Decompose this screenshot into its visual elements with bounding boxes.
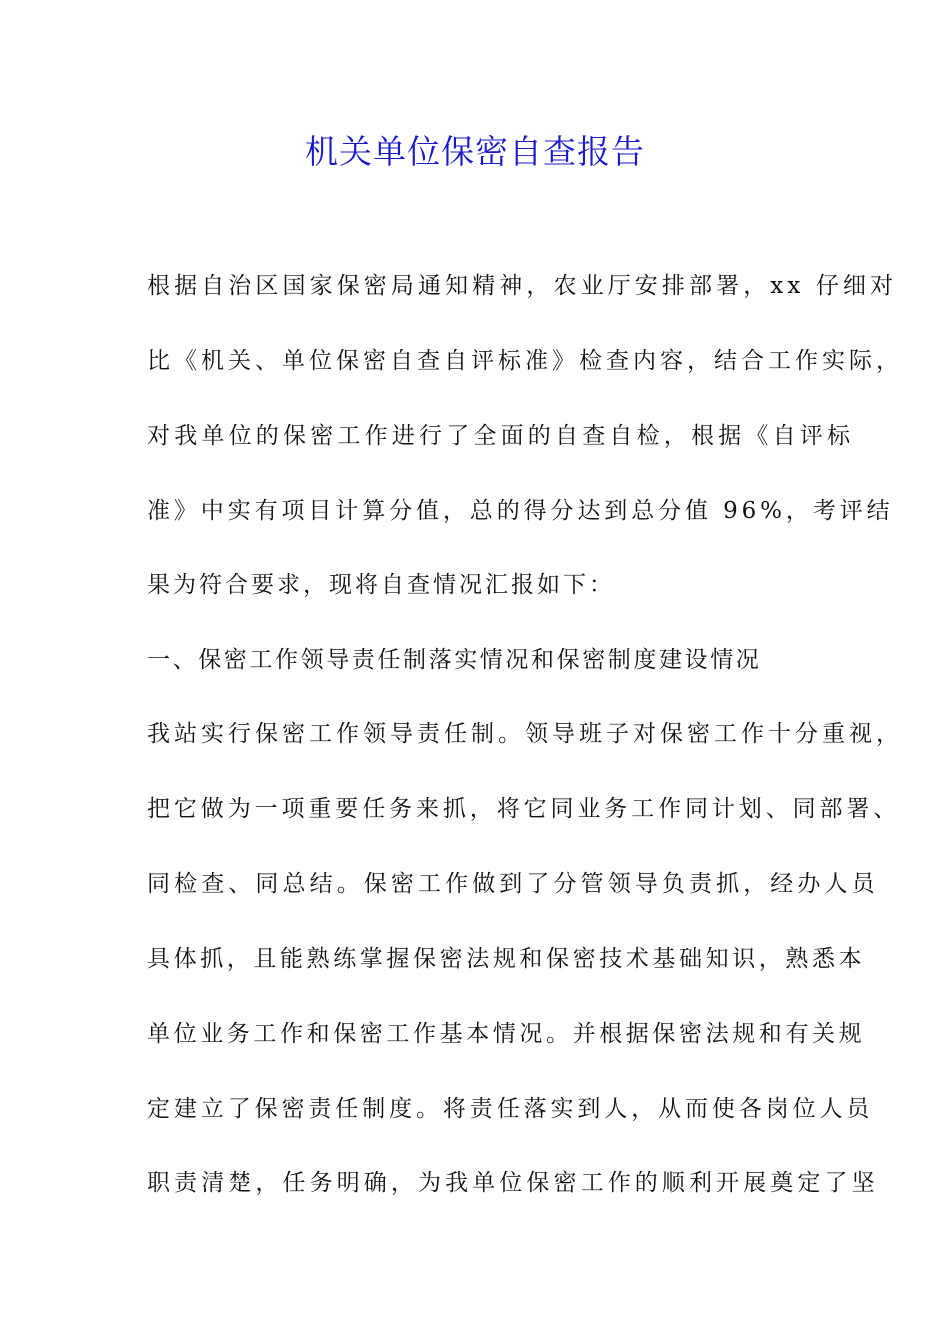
paragraph-line: 对我单位的保密工作进行了全面的自查自检，根据《自评标: [147, 423, 855, 449]
paragraph-line: 单位业务工作和保密工作基本情况。并根据保密法规和有关规: [147, 1021, 866, 1047]
paragraph-line: 比《机关、单位保密自查自评标准》检查内容，结合工作实际，: [147, 348, 903, 374]
paragraph-line: 根据自治区国家保密局通知精神，农业厅安排部署，xx 仔细对: [147, 273, 898, 299]
paragraph-line: 准》中实有项目计算分值，总的得分达到总分值 96%，考评结: [147, 498, 894, 524]
paragraph-line: 职责清楚，任务明确，为我单位保密工作的顺利开展奠定了坚: [147, 1170, 879, 1196]
paragraph-line: 把它做为一项重要任务来抓，将它同业务工作同计划、同部署、: [147, 796, 901, 822]
paragraph-line: 同检查、同总结。保密工作做到了分管领导负责抓，经办人员: [147, 871, 879, 897]
document-title: 机关单位保密自查报告: [305, 132, 645, 171]
paragraph-line: 果为符合要求，现将自查情况汇报如下：: [147, 572, 615, 598]
paragraph-line: 具体抓，且能熟练掌握保密法规和保密技术基础知识，熟悉本: [147, 946, 866, 972]
paragraph-line: 我站实行保密工作领导责任制。领导班子对保密工作十分重视，: [147, 721, 903, 747]
paragraph-line: 定建立了保密责任制度。将责任落实到人，从而使各岗位人员: [147, 1096, 874, 1122]
section-heading: 一、保密工作领导责任制落实情况和保密制度建设情况: [147, 647, 762, 673]
